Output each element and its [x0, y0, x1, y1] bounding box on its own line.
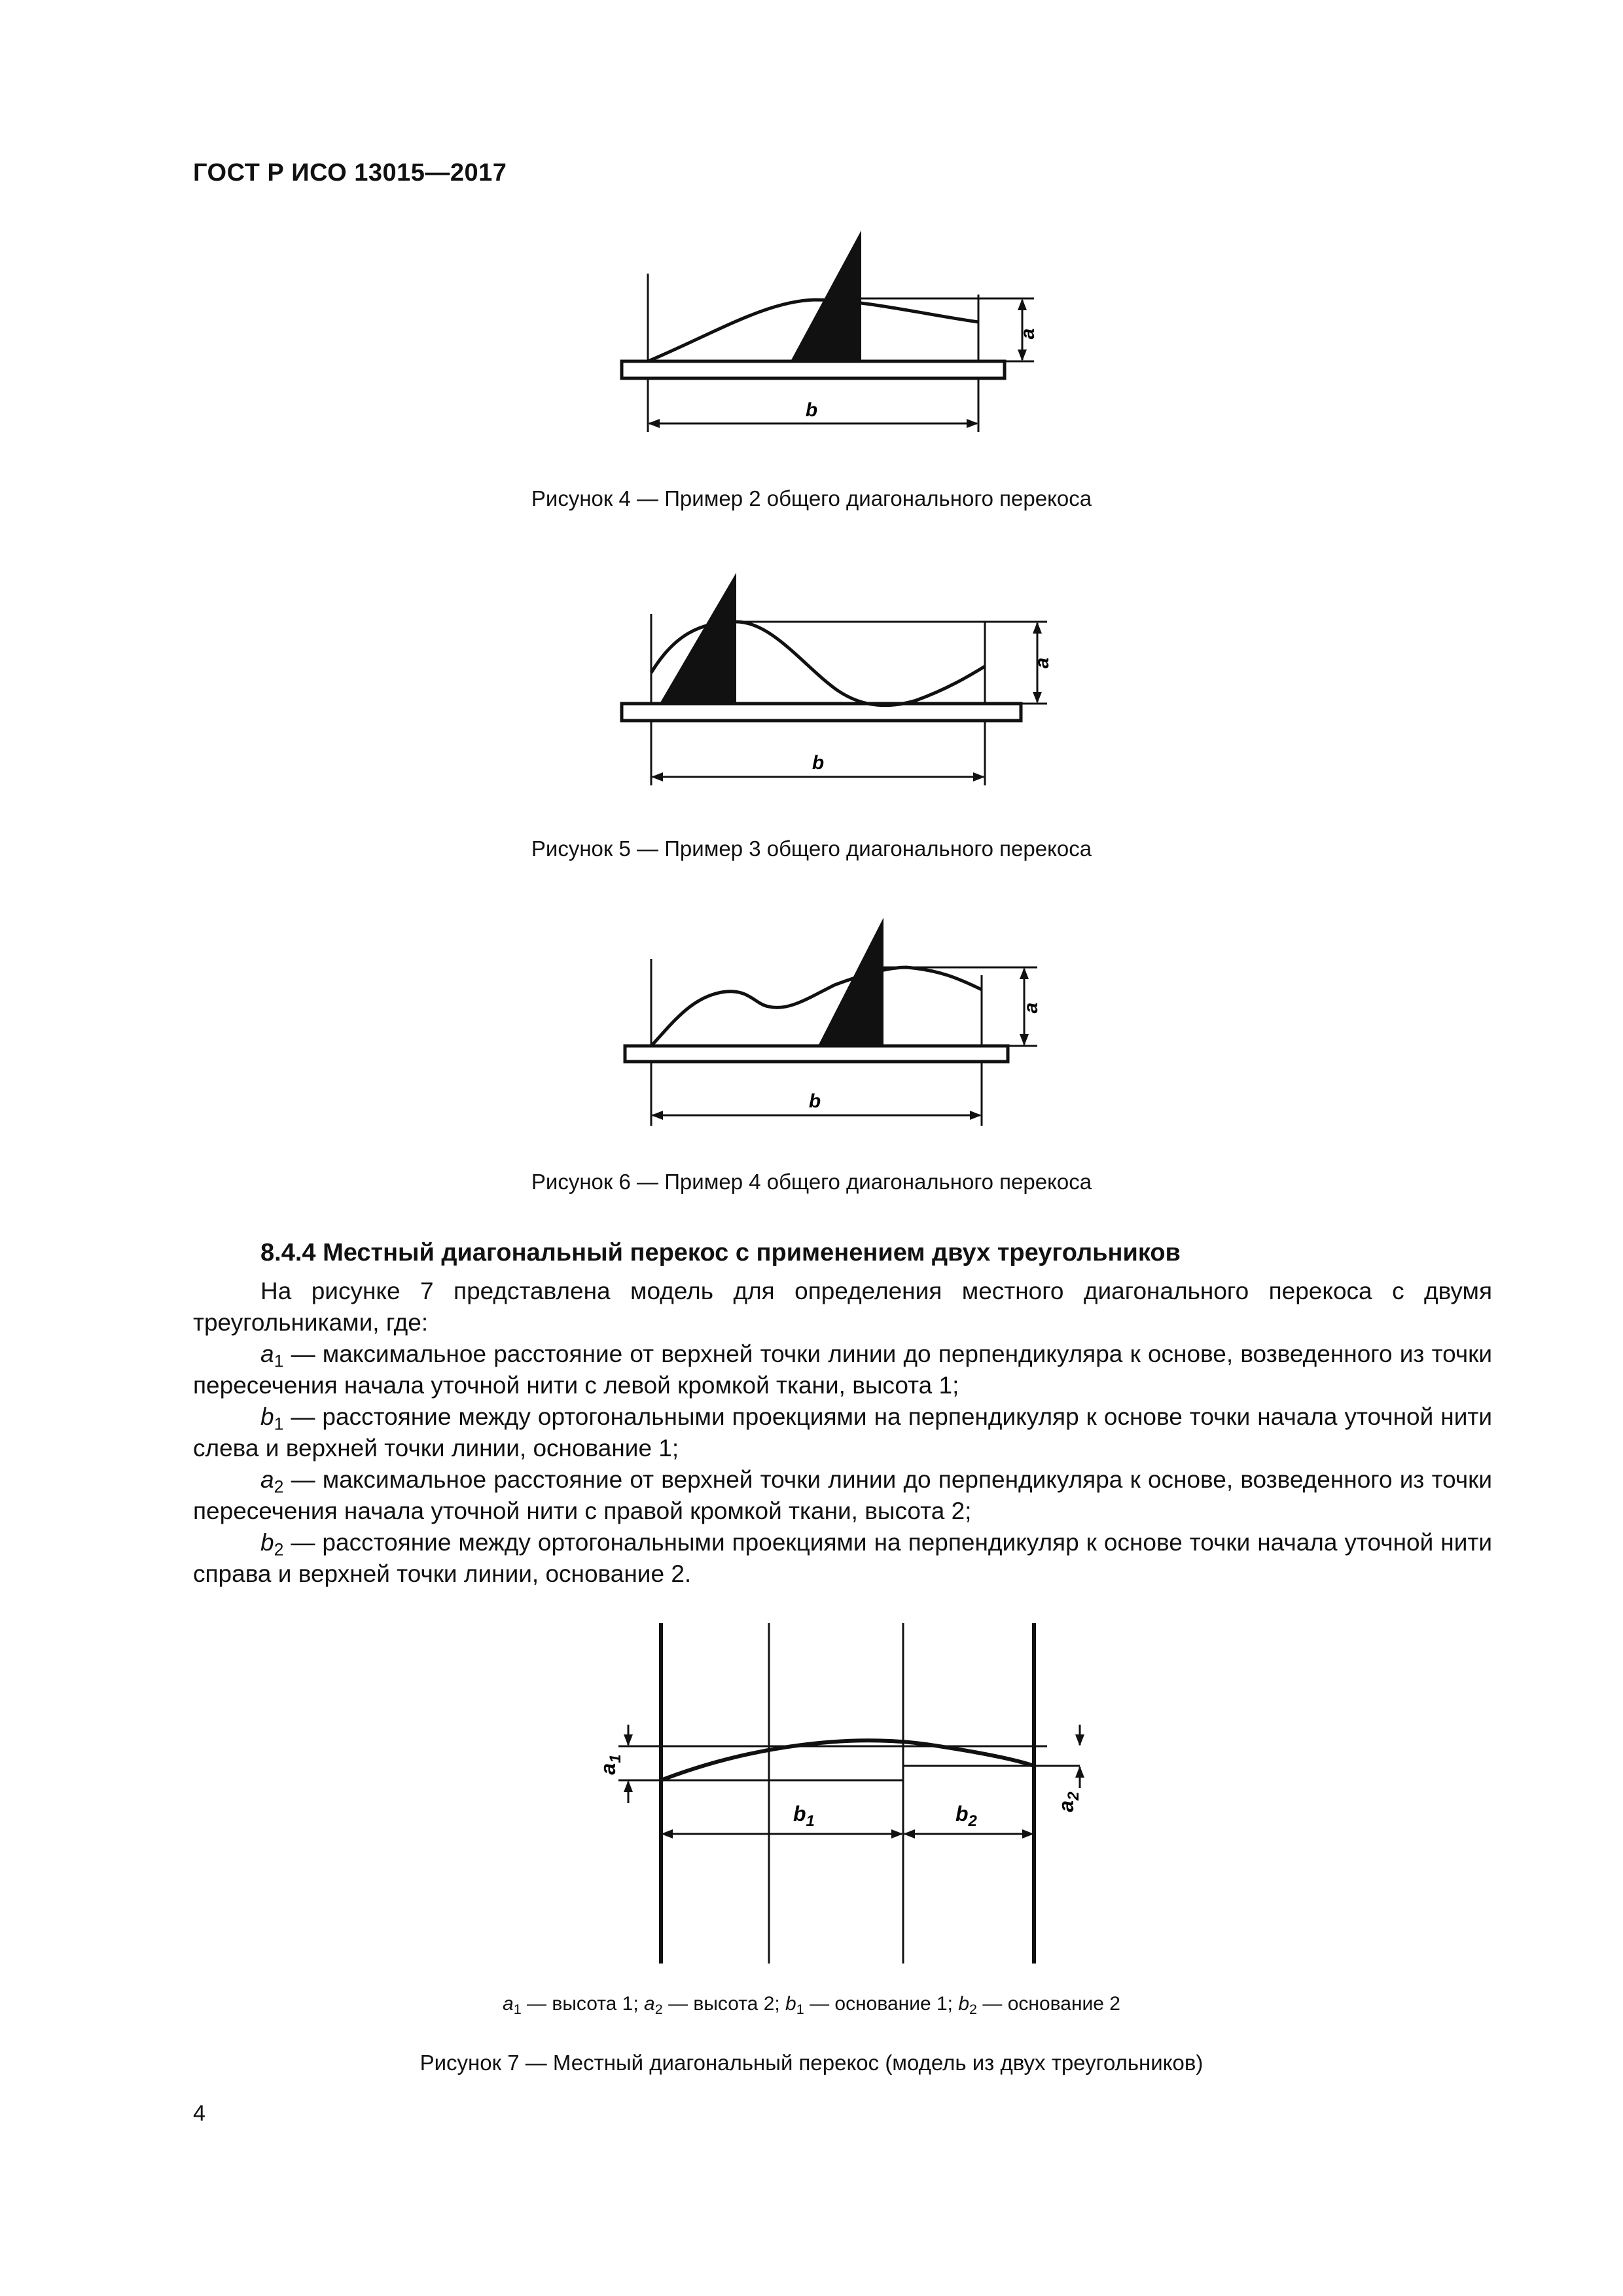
section-body: [193, 1276, 1492, 1590]
symbol-b: b: [260, 1403, 274, 1430]
fig7-label-a1: $a_1$: [596, 1754, 624, 1775]
figure-4-caption: Рисунок 4 — Пример 2 общего диагонального перекоса: [531, 486, 1092, 511]
section-intro: На рисунке 7 представлена модель для определения местного диагонального перекоса с двумя треугольниками, где:: [193, 1278, 1492, 1336]
document-header: ГОСТ Р ИСО 13015—2017: [193, 159, 507, 187]
fig4-label-b: b: [805, 399, 818, 421]
definition-b1: $b_1$ — расстояние между ортогональными проекциями на перпендикуляр к основе точки начала уточной нити слева и верхней точки линии, основание 1;: [193, 1403, 1492, 1462]
symbol-b: b: [260, 1529, 274, 1556]
fig6-label-a: a: [1020, 1002, 1042, 1014]
definition-a2: $a_2$ — максимальное расстояние от верхней точки линии до перпендикуляра к основе, возведенного из точки пересечения начала уточной нити с правой кромкой ткани, высота 2;: [193, 1466, 1492, 1524]
figure-5-diagram: [615, 563, 1086, 792]
definition-a1: $a_1$ — максимальное расстояние от верхней точки линии до перпендикуляра к основе, возведенного из точки пересечения начала уточной нити с левой кромкой ткани, высота 1;: [193, 1340, 1492, 1399]
section-heading: 8.4.4 Местный диагональный перекос с применением двух треугольников: [260, 1239, 1181, 1266]
fig7-label-b2: $b_2$: [955, 1802, 977, 1830]
figure-4-diagram: [615, 223, 1073, 445]
fig7-label-a2: $a_2$: [1054, 1791, 1082, 1812]
figure-6-caption: Рисунок 6 — Пример 4 общего диагонального перекоса: [531, 1170, 1092, 1194]
fig7-label-b1: $b_1$: [793, 1802, 815, 1830]
fig5-label-a: a: [1031, 657, 1053, 669]
fig4-label-a: a: [1017, 328, 1039, 340]
definition-b2: $b_2$ — расстояние между ортогональными проекциями на перпендикуляр к основе точки начала уточной нити справа и верхней точки линии, основание 2.: [193, 1529, 1492, 1587]
symbol-a: a: [260, 1466, 274, 1493]
fig6-label-b: b: [808, 1090, 821, 1112]
figure-7-legend: $a_1$ — высота 1; $a_2$ — высота 2; $b_1$ — основание 1; $b_2$ — основание 2: [503, 1993, 1120, 2018]
figure-7-diagram: [563, 1617, 1126, 1970]
fig5-label-b: b: [812, 752, 825, 774]
page-number: 4: [193, 2101, 205, 2126]
figure-7-caption: Рисунок 7 — Местный диагональный перекос (модель из двух треугольников): [419, 2051, 1204, 2075]
figure-6-diagram: [618, 910, 1077, 1132]
symbol-a: a: [260, 1340, 274, 1367]
figure-5-caption: Рисунок 5 — Пример 3 общего диагонального перекоса: [531, 836, 1092, 861]
